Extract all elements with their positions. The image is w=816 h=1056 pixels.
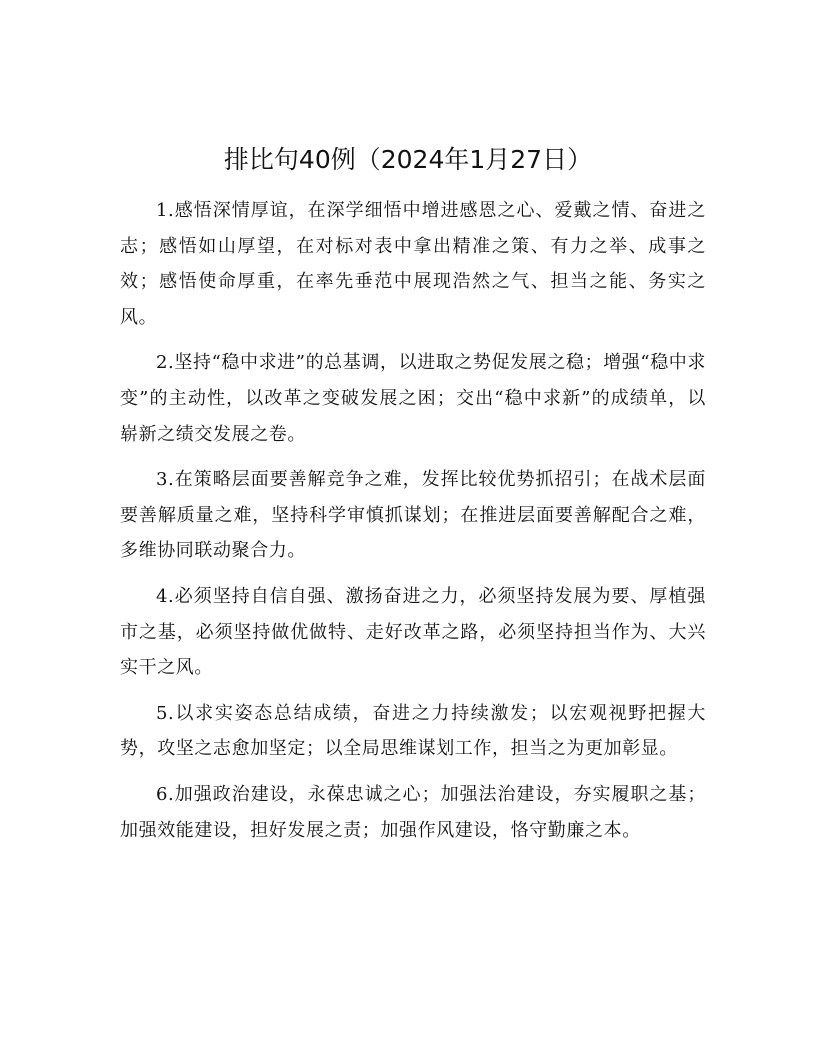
document-body <box>120 193 706 858</box>
document-title: 排比句40例（2024年1月27日） <box>223 145 593 174</box>
paragraph-4: 4.必须坚持自信自强、激扬奋进之力，必须坚持发展为要、厚植强市之基，必须坚持做优做特、走好改革之路，必须坚持担当作为、大兴实干之风。 <box>120 585 706 679</box>
paragraph-2: 2.坚持“稳中求进”的总基调，以进取之势促发展之稳；增强“稳中求变”的主动性，以改革之变破发展之困；交出“稳中求新”的成绩单，以崭新之绩交发展之卷。 <box>120 352 706 445</box>
paragraph-3: 3.在策略层面要善解竞争之难，发挥比较优势抓招引；在战术层面要善解质量之难，坚持科学审慎抓谋划；在推进层面要善解配合之难，多维协同联动聚合力。 <box>120 469 706 562</box>
paragraph-6: 6.加强政治建设，永葆忠诚之心；加强法治建设，夯实履职之基；加强效能建设，担好发展之责；加强作风建设，恪守勤廉之本。 <box>120 783 706 841</box>
paragraph-1: 1.感悟深情厚谊，在深学细悟中增进感恩之心、爱戴之情、奋进之志；感悟如山厚望，在对标对表中拿出精准之策、有力之举、成事之效；感悟使命厚重，在率先垂范中展现浩然之气、担当之能、务实之风。 <box>120 200 706 328</box>
paragraph-5: 5.以求实姿态总结成绩，奋进之力持续激发；以宏观视野把握大势，攻坚之志愈加坚定；以全局思维谋划工作，担当之为更加彰显。 <box>120 702 706 760</box>
